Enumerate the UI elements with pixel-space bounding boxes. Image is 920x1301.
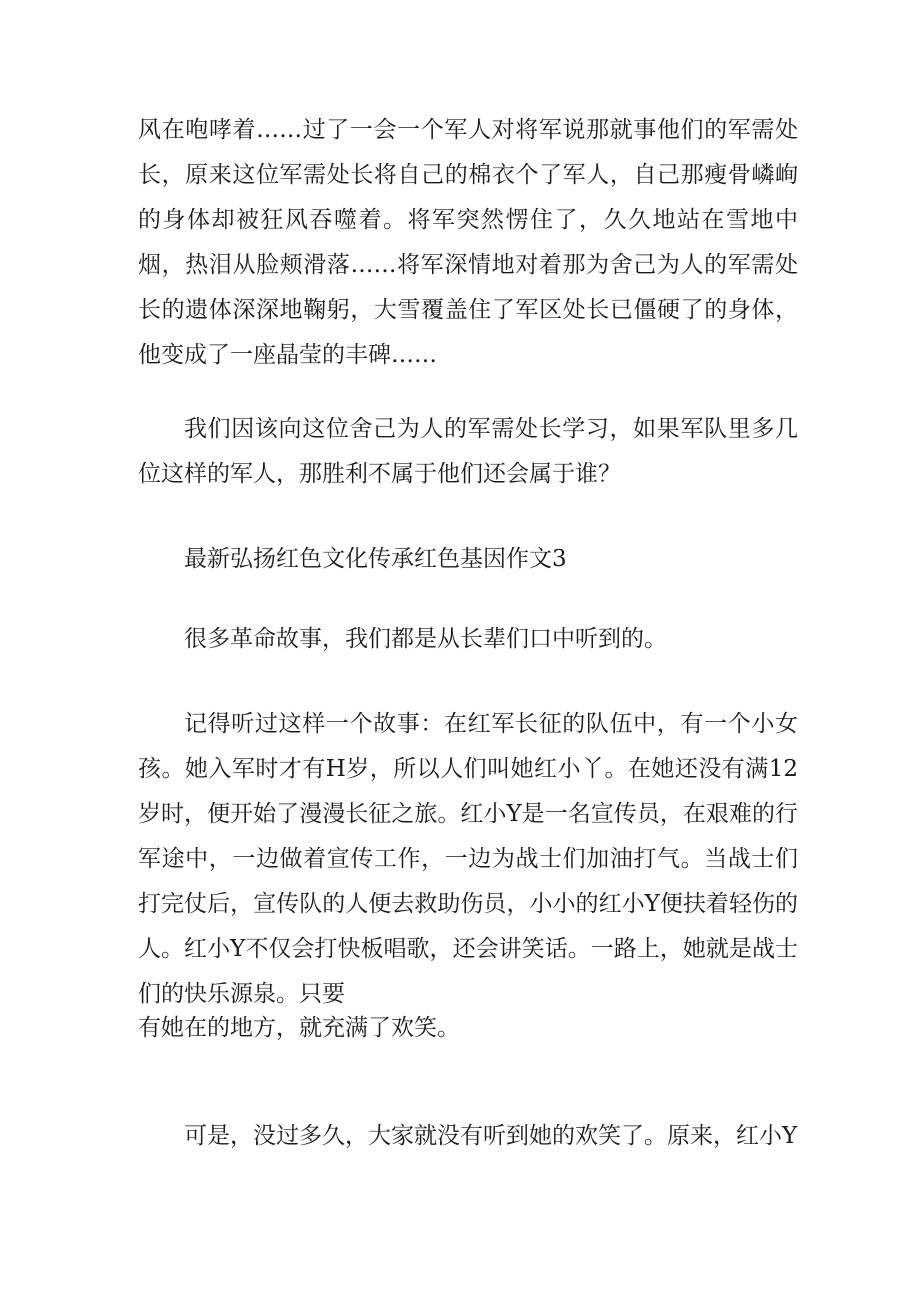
paragraph-next: 可是，没过多久，大家就没有听到她的欢笑了。原来，红小Y xyxy=(184,1123,798,1149)
paragraph-story-end: 风在咆哮着……过了一会一个军人对将军说那就事他们的军需处长，原来这位军需处长将自己的棉衣个了军人，自己那瘦骨嶙峋的身体却被狂风吞噬着。将军突然愣住了，久久地站在雪地中烟，热泪从脸颊滑落……将军深情地对着那为舍己为人的军需处长的遗体深深地鞠躬，大雪覆盖住了军区处长已僵硬了的身体，他变成了一座晶莹的丰碑…… xyxy=(138,117,798,368)
paragraph-continuation: 有她在的地方，就充满了欢笑。 xyxy=(138,1015,460,1041)
essay-title: 最新弘扬红色文化传承红色基因作文3 xyxy=(184,546,567,572)
paragraph-reflection: 我们因该向这位舍己为人的军需处长学习，如果军队里多几位这样的军人，那胜利不属于他们还会属于谁？ xyxy=(138,416,798,487)
paragraph-intro: 很多革命故事，我们都是从长辈们口中听到的。 xyxy=(184,626,667,652)
paragraph-story: 记得听过这样一个故事：在红军长征的队伍中，有一个小女孩。她入军时才有H岁，所以人们叫她红小丫。在她还没有满12岁时，便开始了漫漫长征之旅。红小Y是一名宣传员，在艰难的行军途中，一边做着宣传工作，一边为战士们加油打气。当战士们打完仗后，宣传队的人便去救助伤员，小小的红小Y便扶着轻伤的人。红小Y不仅会打快板唱歌，还会讲笑话。一路上，她就是战士们的快乐源泉。只要 xyxy=(138,711,798,1007)
